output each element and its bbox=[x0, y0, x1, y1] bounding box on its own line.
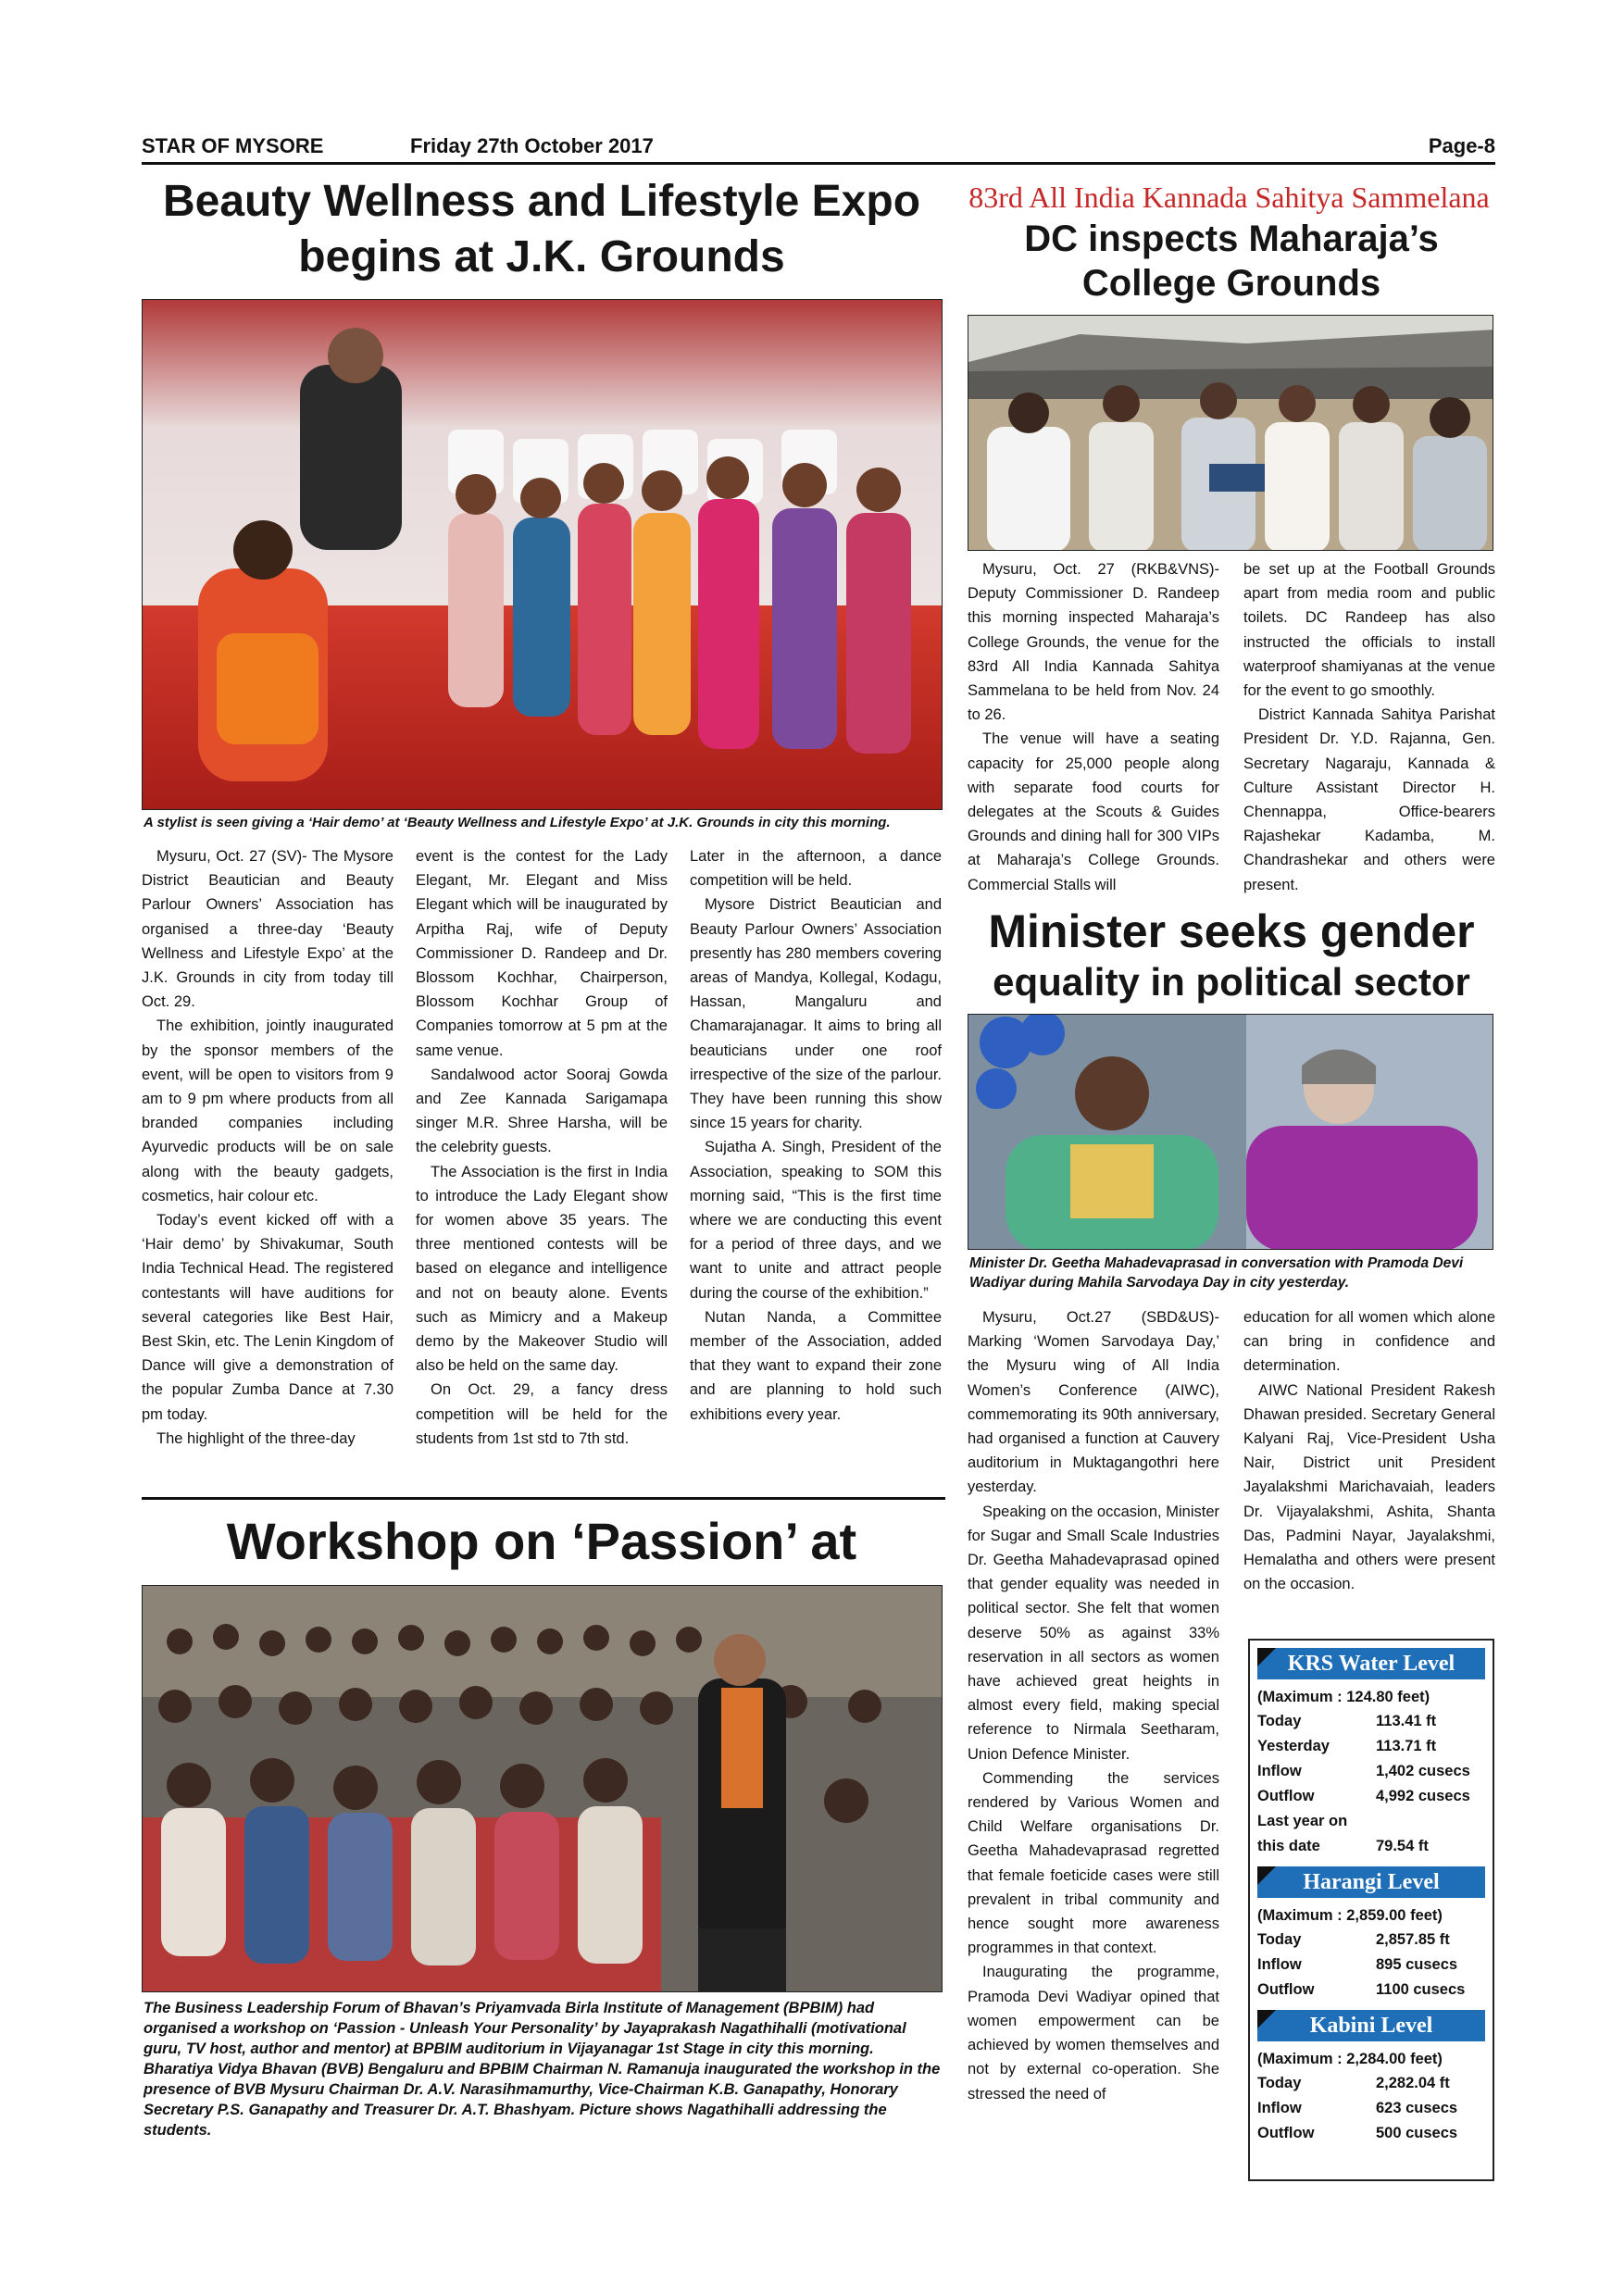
story3-photo bbox=[968, 1014, 1493, 1250]
story1-caption: A stylist is seen giving a ‘Hair demo’ at ‘Beauty Wellness and Lifestyle Expo’ at J.K. Grounds in city this morning. bbox=[144, 815, 891, 830]
story1-col2-para-3: The Association is the first in India to introduce the Lady Elegant show for women above 35 years. The three mentioned contests will be based on elegance and intelligence and not on beauty alone. Events such as Mimicry and a Makeup demo by the Makeover Studio will also be held on the same day. bbox=[416, 1163, 668, 1375]
kabini-row bbox=[1254, 2071, 1489, 2096]
story3-column-2 bbox=[1243, 1305, 1495, 1596]
story1-photo bbox=[142, 299, 943, 810]
kabini-row bbox=[1254, 2121, 1489, 2146]
krs-row-value: 1,402 cusecs bbox=[1376, 1763, 1470, 1779]
story2-col2-para-2: District Kannada Sahitya Parishat President Dr. Y.D. Rajanna, Gen. Secretary Nagaraju, Kannada & Culture Assistant Director H. Chennappa, Office-bearers Rajashekar Kadamba, M. Chandrashekar and others were present. bbox=[1243, 706, 1495, 893]
story1-column-3 bbox=[690, 844, 942, 1427]
story1-col2-para-2: Sandalwood actor Sooraj Gowda and Zee Kannada Sarigamapa singer M.R. Shree Harsha, will be the celebrity guests. bbox=[416, 1066, 668, 1156]
story2-col1-para-1: Mysuru, Oct. 27 (RKB&VNS)- Deputy Commissioner D. Randeep this morning inspected Maharaja’s College Grounds, the venue for the 83rd All India Kannada Sahitya Sammelana to be held from Nov. 24 to 26. bbox=[968, 561, 1219, 724]
story1-col3-para-2: Mysore District Beautician and Beauty Parlour Owners’ Association presently has 280 members covering areas of Mandya, Kollegal, Kodagu, Hassan, Mangaluru and Chamarajanagar. It aims to bring all beauticians under one roof irrespective of the size of the parlour. They have been running this show since 15 years for charity. bbox=[690, 896, 942, 1132]
krs-row-label: Last year on bbox=[1257, 1813, 1348, 1829]
krs-row-value: 113.71 ft bbox=[1376, 1738, 1437, 1754]
kabini-row-value: 2,282.04 ft bbox=[1376, 2075, 1450, 2091]
story3-col1-para-1: Mysuru, Oct.27 (SBD&US)- Marking ‘Women Sarvodaya Day,’ the Mysuru wing of All India Women’s Conference (AIWC), commemorating its 90th anniversary, had organised a function at Cauvery auditorium in Muktagangothri here yesterday. bbox=[968, 1309, 1219, 1496]
kabini-row bbox=[1254, 2096, 1489, 2121]
story2-column-2 bbox=[1243, 557, 1495, 897]
story3-caption: Minister Dr. Geetha Mahadevaprasad in conversation with Pramoda Devi Wadiyar during Mahila Sarvodaya Day in city yesterday. bbox=[969, 1255, 1464, 1291]
harangi-row-value: 2,857.85 ft bbox=[1376, 1931, 1450, 1948]
krs-row bbox=[1254, 1759, 1489, 1784]
krs-row-value: 79.54 ft bbox=[1376, 1838, 1429, 1854]
corner-triangle-icon bbox=[1257, 2010, 1276, 2028]
story1-headline: Beauty Wellness and Lifestyle Expo begins at J.K. Grounds bbox=[162, 177, 921, 281]
krs-row bbox=[1254, 1784, 1489, 1809]
krs-maximum: (Maximum : 124.80 feet) bbox=[1257, 1689, 1430, 1705]
story2-column-1 bbox=[968, 557, 1219, 897]
corner-triangle-icon bbox=[1257, 1648, 1276, 1666]
kabini-maximum: (Maximum : 2,284.00 feet) bbox=[1257, 2051, 1443, 2067]
krs-row-label: Yesterday bbox=[1257, 1738, 1330, 1754]
story1-col1-para-4: The highlight of the three-day bbox=[156, 1429, 356, 1447]
story3-headline-line-1: Minister seeks gender bbox=[988, 905, 1475, 957]
story2-col2-para-1: be set up at the Football Grounds apart from media room and public toilets. DC Randeep has also instructed the officials to install waterproof shamiyanas at the venue for the event to go smoothly. bbox=[1243, 561, 1495, 700]
page-number: Page-8 bbox=[1428, 134, 1495, 157]
kabini-row-value: 623 cusecs bbox=[1376, 2100, 1458, 2116]
kabini-row-label: Inflow bbox=[1257, 2100, 1302, 2116]
story1-col1-para-1: Mysuru, Oct. 27 (SV)- The Mysore District Beautician and Beauty Parlour Owners’ Association has organised a three-day ‘Beauty Wellness and Lifestyle Expo’ at the J.K. Grounds in city from today till Oct. 29. bbox=[142, 848, 394, 1011]
kabini-row-value: 500 cusecs bbox=[1376, 2125, 1458, 2141]
story4-caption: The Business Leadership Forum of Bhavan’s Priyamvada Birla Institute of Management (BPBIM) had organised a workshop on ‘Passion - Unleash Your Personality’ by Jayaprakash Nagathihalli (motivational guru, TV host, author and mentor) at BPBIM auditorium in Vijayanagar 1st Stage in city this morning. Bharatiya Vidya Bhavan (BVB) Bengaluru and BPBIM Chairman N. Ramanuja inaugurated the workshop in the presence of BVB Mysuru Chairman Dr. A.V. Narasihmamurthy, Vice-Chairman K.B. Ganapathy, Honorary Secretary P.S. Ganapathy and Treasurer Dr. A.T. Bhashyam. Picture shows Nagathihalli addressing the students. bbox=[144, 2000, 941, 2139]
dc-inspection-image bbox=[968, 316, 1493, 551]
kabini-title-text: Kabini Level bbox=[1309, 2014, 1433, 2038]
issue-date: Friday 27th October 2017 bbox=[410, 134, 654, 157]
workshop-image bbox=[143, 1586, 943, 1992]
harangi-title-text: Harangi Level bbox=[1303, 1870, 1440, 1894]
krs-row-label: this date bbox=[1257, 1838, 1320, 1854]
story3-col2-para-1: education for all women which alone can bring in confidence and determination. bbox=[1243, 1309, 1495, 1375]
story1-column-2 bbox=[416, 844, 668, 1451]
harangi-row-label: Inflow bbox=[1257, 1956, 1302, 1973]
story3-col1-para-3: Commending the services rendered by Various Women and Child Welfare organisations Dr. Geetha Mahadevaprasad regretted that female foeticide cases were still prevalent in tribal community and hence sought more awareness programmes in that context. bbox=[968, 1769, 1219, 1957]
water-levels-box bbox=[1248, 1639, 1494, 2181]
story4-headline: Workshop on ‘Passion’ at bbox=[226, 1512, 857, 1570]
harangi-row-label: Outflow bbox=[1257, 1981, 1315, 1998]
krs-section bbox=[1254, 1648, 1489, 1859]
story2-kicker: 83rd All India Kannada Sahitya Sammelana bbox=[968, 181, 1490, 214]
krs-row-value bbox=[1376, 1809, 1489, 1834]
krs-title-text: KRS Water Level bbox=[1287, 1652, 1455, 1676]
story1-col1-para-2: The exhibition, jointly inaugurated by the sponsor members of the event, will be open to visitors from 9 am to 9 pm where products from all branded companies including Ayurvedic products will be on sale along with the beauty gadgets, cosmetics, hair colour etc. bbox=[142, 1017, 394, 1204]
krs-row-label: Inflow bbox=[1257, 1763, 1302, 1779]
hair-demo-image bbox=[143, 300, 943, 810]
story3-column-1 bbox=[968, 1305, 1219, 2106]
harangi-row bbox=[1254, 1928, 1489, 1953]
story2-col1-para-2: The venue will have a seating capacity for 25,000 people along with separate food courts for delegates at the Scouts & Guides Grounds and dining hall for 300 VIPs at Maharaja’s College Grounds. Commercial Stalls will bbox=[968, 730, 1219, 893]
harangi-row-label: Today bbox=[1257, 1931, 1302, 1948]
newspaper-name: STAR OF MYSORE bbox=[142, 134, 324, 157]
story3-headline-line-2: equality in political sector bbox=[993, 960, 1470, 1004]
krs-row bbox=[1254, 1834, 1489, 1859]
masthead bbox=[142, 134, 1495, 164]
minister-conversation-image bbox=[968, 1015, 1493, 1250]
corner-triangle-icon bbox=[1257, 1866, 1276, 1885]
kabini-row-label: Outflow bbox=[1257, 2125, 1315, 2141]
harangi-maximum: (Maximum : 2,859.00 feet) bbox=[1257, 1907, 1443, 1924]
kabini-title bbox=[1257, 2010, 1485, 2041]
krs-row-label: Today bbox=[1257, 1713, 1302, 1729]
krs-row-value: 113.41 ft bbox=[1376, 1713, 1437, 1729]
story1-col1-para-3: Today’s event kicked off with a ‘Hair demo’ by Shivakumar, South India Technical Head. The registered contestants will have auditions for several categories like Best Hair, Best Skin, etc. The Lenin Kingdom of Dance will give a demonstration of the popular Zumba Dance at 7.30 pm today. bbox=[142, 1212, 394, 1423]
harangi-row bbox=[1254, 1953, 1489, 1978]
story1-col3-para-3: Sujatha A. Singh, President of the Association, speaking to SOM this morning said, “This is the first time where we are conducting this event for a period of three days, and we want to unite and attract people during the course of the exhibition.” bbox=[690, 1139, 942, 1302]
harangi-row-value: 895 cusecs bbox=[1376, 1956, 1458, 1973]
krs-row bbox=[1254, 1809, 1489, 1834]
krs-row bbox=[1254, 1709, 1489, 1734]
story1-col3-para-1: Later in the afternoon, a dance competition will be held. bbox=[690, 848, 942, 890]
story1-column-1 bbox=[142, 844, 394, 1451]
kabini-row-label: Today bbox=[1257, 2075, 1302, 2091]
story2-headline: DC inspects Maharaja’s College Grounds bbox=[1024, 218, 1439, 304]
harangi-row-value: 1100 cusecs bbox=[1376, 1981, 1466, 1998]
krs-title bbox=[1257, 1648, 1485, 1679]
krs-row-label: Outflow bbox=[1257, 1788, 1315, 1804]
story-divider bbox=[142, 1497, 945, 1500]
story1-col3-para-4: Nutan Nanda, a Committee member of the Association, added that they want to expand their zone and are planning to hold such exhibitions every year. bbox=[690, 1308, 942, 1423]
story3-col1-para-2: Speaking on the occasion, Minister for Sugar and Small Scale Industries Dr. Geetha Mahadevaprasad opined that gender equality was needed in political sector. She felt that women deserve 50% as against 33% reservation in all sectors as women have achieved great heights in almost every field, making special reference to Nirmala Seetharam, Union Defence Minister. bbox=[968, 1503, 1219, 1763]
story2-photo bbox=[968, 315, 1493, 551]
kabini-section bbox=[1254, 2010, 1489, 2146]
harangi-title bbox=[1257, 1866, 1485, 1898]
harangi-row bbox=[1254, 1978, 1489, 2003]
story3-col2-para-2: AIWC National President Rakesh Dhawan presided. Secretary General Kalyani Raj, Vice-President Usha Nair, District unit President Jayalakshmi Marichavaiah, leaders Dr. Vijayalakshmi, Ashita, Shanta Das, Padmini Nayar, Jayalakshmi, Hemalatha and others were present on the occasion. bbox=[1243, 1381, 1495, 1593]
harangi-section bbox=[1254, 1866, 1489, 2003]
story4-photo bbox=[142, 1585, 943, 1992]
story1-col2-para-4: On Oct. 29, a fancy dress competition will be held for the students from 1st std to 7th std. bbox=[416, 1381, 668, 1447]
krs-row-value: 4,992 cusecs bbox=[1376, 1788, 1470, 1804]
story1-col2-para-1: event is the contest for the Lady Elegant, Mr. Elegant and Miss Elegant which will be inaugurated by Arpitha Raj, wife of Deputy Commissioner D. Randeep and Dr. Blossom Kochhar, Chairperson, Blossom Kochhar Group of Companies tomorrow at 5 pm at the same venue. bbox=[416, 848, 668, 1059]
krs-row bbox=[1254, 1734, 1489, 1759]
masthead-rule bbox=[142, 162, 1495, 165]
story3-col1-para-4: Inaugurating the programme, Pramoda Devi Wadiyar opined that women empowerment can be achieved by women themselves and not by external co-operation. She stressed the need of bbox=[968, 1964, 1219, 2103]
